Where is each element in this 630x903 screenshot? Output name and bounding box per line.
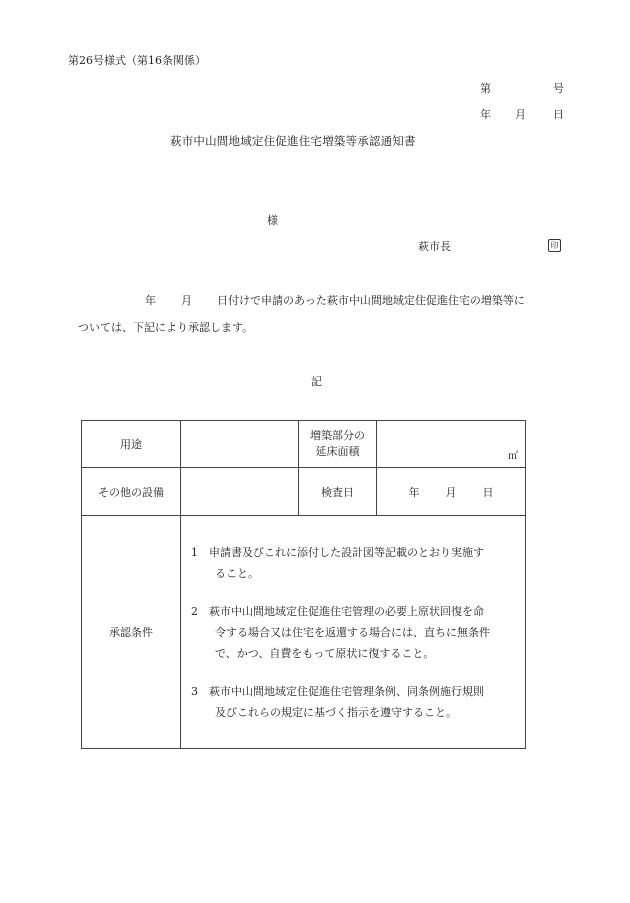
seal-mark: 印 xyxy=(548,239,561,252)
condition-item xyxy=(189,601,515,664)
condition-line: ること。 xyxy=(215,566,259,580)
issuer-name: 萩市長 xyxy=(418,240,451,253)
body-month: 月 xyxy=(181,294,192,307)
inspection-year: 年 xyxy=(408,485,420,499)
condition-number: 2 xyxy=(191,604,198,618)
other-equipment-value xyxy=(181,468,299,516)
approval-table xyxy=(81,420,526,749)
table-row xyxy=(82,516,526,749)
table-row xyxy=(82,421,526,468)
condition-item xyxy=(189,542,515,584)
condition-line: で、かつ、自費をもって原状に復すること。 xyxy=(215,646,435,660)
go-label: 号 xyxy=(553,82,564,95)
area-label xyxy=(299,421,377,468)
date-year-label: 年 xyxy=(480,108,491,121)
conditions-list xyxy=(181,516,526,749)
body-line-2: ついては、下記により承認します。 xyxy=(78,321,254,334)
inspection-day: 日 xyxy=(482,485,494,499)
condition-line: 令する場合又は住宅を返還する場合には、直ちに無条件 xyxy=(215,625,490,639)
form-number: 第26号様式（第16条関係） xyxy=(68,54,206,67)
area-unit: ㎡ xyxy=(508,451,518,462)
area-label-line2: 延床面積 xyxy=(315,445,360,458)
conditions-label: 承認条件 xyxy=(82,516,181,749)
condition-item xyxy=(189,681,515,723)
body-line-1 xyxy=(145,295,525,306)
number-label: 第 xyxy=(480,82,491,95)
document-title: 萩市中山間地域定住促進住宅増築等承認通知書 xyxy=(170,134,416,148)
inspection-date xyxy=(377,468,526,516)
condition-number: 1 xyxy=(191,545,198,559)
other-equipment-label: その他の設備 xyxy=(82,468,181,516)
inspection-label: 検査日 xyxy=(299,468,377,516)
condition-line: 及びこれらの規定に基づく指示を遵守すること。 xyxy=(215,705,457,719)
addressee-suffix: 様 xyxy=(267,214,278,227)
condition-line: 申請書及びこれに添付した設計図等記載のとおり実施す xyxy=(209,545,484,559)
area-value xyxy=(377,421,526,468)
inspection-month: 月 xyxy=(445,485,457,499)
body-year: 年 xyxy=(145,294,156,307)
condition-line: 萩市中山間地域定住促進住宅管理条例、同条例施行規則 xyxy=(209,684,484,698)
date-day-label: 日 xyxy=(553,108,564,121)
table-row xyxy=(82,468,526,516)
condition-line: 萩市中山間地域定住促進住宅管理の必要上原状回復を命 xyxy=(209,604,484,618)
usage-value xyxy=(181,421,299,468)
condition-number: 3 xyxy=(191,684,198,698)
usage-label: 用途 xyxy=(82,421,181,468)
ki-heading: 記 xyxy=(311,375,322,388)
body-line1-text: 日付けで申請のあった萩市中山間地域定住促進住宅の増築等に xyxy=(217,294,525,307)
date-month-label: 月 xyxy=(515,108,526,121)
area-label-line1: 増築部分の xyxy=(310,429,365,442)
